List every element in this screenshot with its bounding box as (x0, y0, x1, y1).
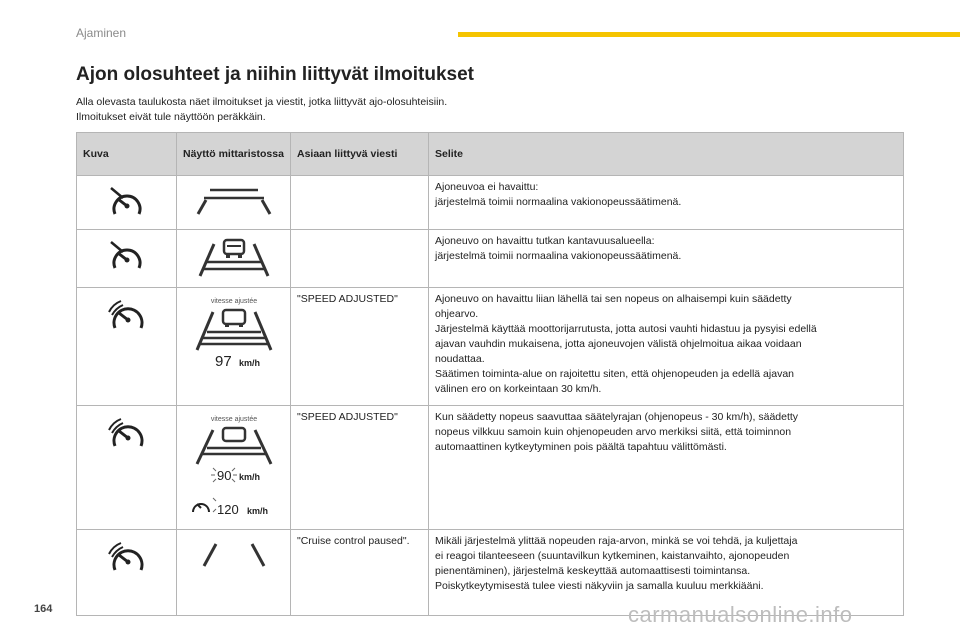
description-line: Poiskytkeytymisestä tulee viesti näkyviin ja samalla kuuluu merkkiääni. (435, 580, 764, 592)
description-line: automaattinen kytkeytyminen pois päältä tapahtuu välittömästi. (435, 441, 727, 453)
display-unit: km/h (238, 472, 260, 482)
display-caption: vitesse ajustée (210, 298, 257, 305)
speed-adjusted-display (193, 298, 275, 375)
speed-adjusted-flashing-display (189, 416, 279, 523)
display-cell (177, 176, 291, 230)
description-line: nopeus vilkkuu samoin kuin ohjenopeuden arvo merkiksi siitä, että toiminnon (435, 426, 792, 438)
image-cell (77, 406, 177, 530)
column-header-display: Näyttö mittaristossa (177, 133, 291, 176)
column-header-message: Asiaan liittyvä viesti (291, 133, 429, 176)
intro-line: Ilmoitukset eivät tule näyttöön peräkkäin. (76, 111, 266, 123)
description-cell (429, 288, 904, 406)
column-header-description: Selite (429, 133, 904, 176)
display-caption: vitesse ajustée (210, 416, 257, 423)
description-line: järjestelmä toimii normaalina vakionopeussäätimenä. (435, 250, 682, 262)
description-line: ei reagoi tilanteeseen (suuntavilkun kytkeminen, kaistanvaihto, ajonopeuden (435, 550, 790, 562)
description-line: Ajoneuvo on havaittu tutkan kantavuusalueella: (435, 235, 655, 247)
table-row (77, 230, 904, 288)
column-header-image: Kuva (77, 133, 177, 176)
display-speed: 97 (214, 353, 232, 370)
intro-line: Alla olevasta taulukosta näet ilmoitukset ja viestit, jotka liittyvät ajo-olosuhteisiin. (76, 96, 448, 108)
adaptive-cruise-icon (107, 443, 147, 455)
description-line: ohjearvo. (435, 308, 479, 320)
display-set-speed: 120 (216, 502, 239, 517)
display-unit: km/h (238, 358, 260, 368)
page-number: 164 (34, 603, 53, 615)
message-cell: "SPEED ADJUSTED" (291, 288, 429, 406)
description-line: Kun säädetty nopeus saavuttaa säätelyrajan (ohjenopeus - 30 km/h), säädetty (435, 411, 799, 423)
description-line: ajavan vauhdin mukaisena, jotta ajoneuvojen välistä ohjelmoitua aikaa voidaan (435, 338, 802, 350)
display-cell (177, 288, 291, 406)
message-cell (291, 230, 429, 288)
description-cell (429, 406, 904, 530)
image-cell (77, 530, 177, 616)
description-line: noudattaa. (435, 353, 485, 365)
description-line: välinen ero on korkeintaan 30 km/h. (435, 383, 602, 395)
display-cell (177, 230, 291, 288)
section-label: Ajaminen (76, 26, 127, 40)
message-cell: "Cruise control paused". (291, 530, 429, 616)
table-row (77, 288, 904, 406)
section-accent-bar (458, 32, 960, 37)
adaptive-cruise-icon (107, 567, 147, 579)
watermark: carmanualsonline.info (628, 602, 853, 627)
message-cell (291, 176, 429, 230)
description-line: Säätimen toiminta-alue on rajoitettu siten, että ohjenopeuden ja edellä ajavan (435, 368, 794, 380)
message-cell: "SPEED ADJUSTED" (291, 406, 429, 530)
description-line: Ajoneuvoa ei havaittu: (435, 181, 539, 193)
description-line: järjestelmä toimii normaalina vakionopeussäätimenä. (435, 196, 682, 208)
display-unit: km/h (246, 506, 268, 516)
adaptive-cruise-icon (107, 325, 147, 337)
conditions-table (76, 132, 904, 616)
car-in-lane-icon (194, 269, 274, 281)
image-cell (77, 176, 177, 230)
speed-limiter-off-icon (109, 211, 145, 223)
table-row (77, 406, 904, 530)
display-cell (177, 530, 291, 616)
description-cell (429, 176, 904, 230)
display-speed: 90 (216, 468, 231, 483)
lanes-icon (194, 209, 274, 221)
image-cell (77, 288, 177, 406)
description-line: pienentäminen), järjestelmä keskeyttää automaattisesti toimintansa. (435, 565, 751, 577)
description-line: Ajoneuvo on havaittu liian lähellä tai sen nopeus on alhaisempi kuin säädetty (435, 293, 792, 305)
description-line: Järjestelmä käyttää moottorijarrutusta, jotta autosi vauhti hidastuu ja pysyisi edellä (435, 323, 817, 335)
description-cell (429, 230, 904, 288)
table-row (77, 176, 904, 230)
table-header-row (77, 133, 904, 176)
intro-text (76, 95, 447, 125)
speed-limiter-off-icon (109, 265, 145, 277)
image-cell (77, 230, 177, 288)
page-title: Ajon olosuhteet ja niihin liittyvät ilmoitukset (76, 64, 474, 85)
display-cell (177, 406, 291, 530)
description-line: Mikäli järjestelmä ylittää nopeuden raja-arvon, minkä se voi tehdä, ja kuljettaja (435, 535, 798, 547)
lane-edges-icon (194, 563, 274, 575)
